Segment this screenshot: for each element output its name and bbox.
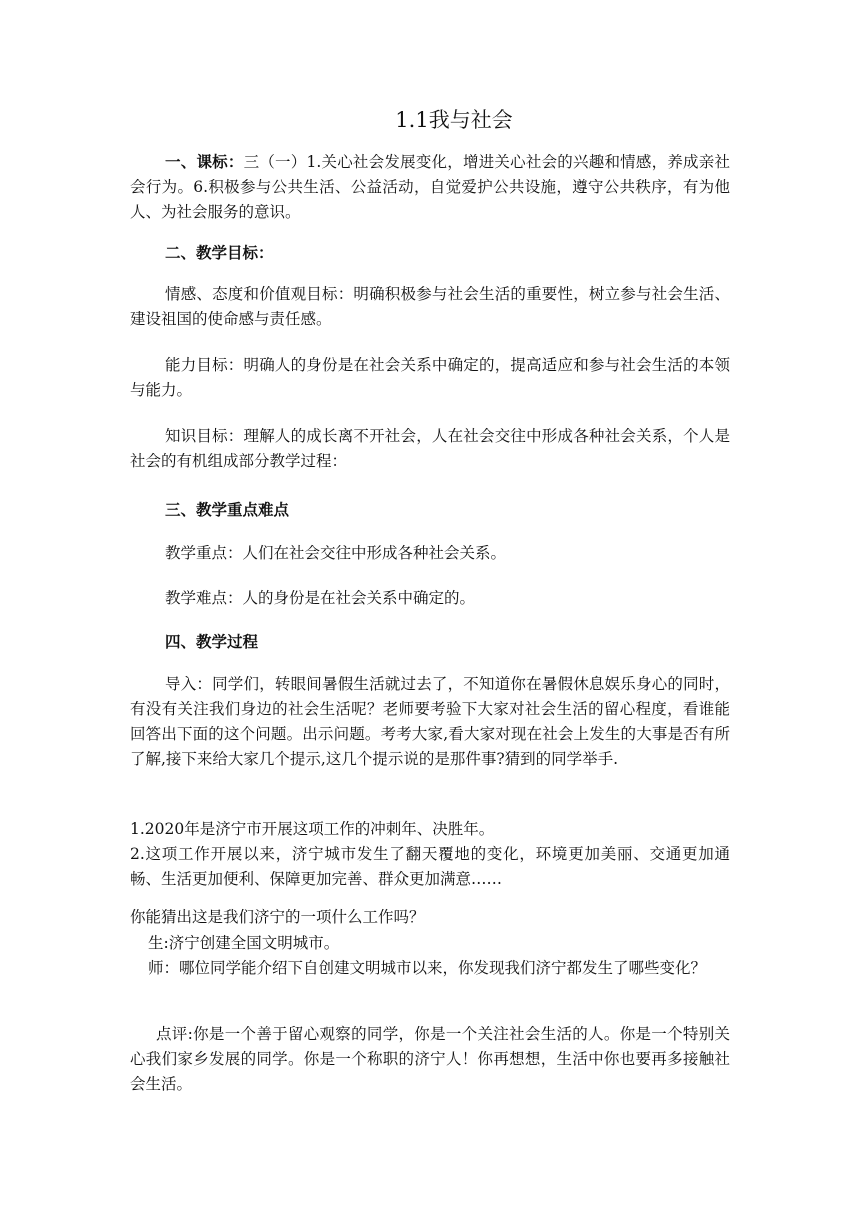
goal-ability: 能力目标：明确人的身份是在社会关系中确定的，提高适应和参与社会生活的本领与能力。 — [130, 356, 730, 399]
key-point: 教学重点：人们在社会交往中形成各种社会关系。 — [165, 544, 507, 562]
key-points-heading: 三、教学重点难点 — [165, 500, 290, 519]
curriculum-heading: 一、课标： — [165, 152, 244, 171]
process-heading: 四、教学过程 — [165, 632, 259, 651]
document-title: 1.1我与社会 — [395, 108, 513, 132]
guess-question: 你能猜出这是我们济宁的一项什么工作吗？ — [130, 908, 425, 926]
curriculum-paragraph — [130, 149, 730, 225]
teacher-comment: 点评:你是一个善于留心观察的同学，你是一个关注社会生活的人。你是一个特别关心我们家乡发展的同学。你是一个称职的济宁人！你再想想，生活中你也要再多接触社会生活。 — [130, 1025, 730, 1093]
intro-paragraph: 导入：同学们，转眼间暑假生活就过去了，不知道你在暑假休息娱乐身心的同时，有没有关注我们身边的社会生活呢？老师要考验下大家对社会生活的留心程度，看谁能回答出下面的这个问题。出示问题。考考大家,看大家对现在社会上发生的大事是否有所了解,接下来给大家几个提示,这几个提示说的是那件事?猜到的同学举手. — [130, 675, 730, 768]
goal-knowledge: 知识目标：理解人的成长离不开社会，人在社会交往中形成各种社会关系，个人是社会的有机组成部分教学过程： — [130, 427, 730, 470]
goals-heading: 二、教学目标： — [165, 243, 274, 262]
hint-1: 1.2020年是济宁市开展这项工作的冲刺年、决胜年。 — [130, 820, 495, 838]
teacher-question: 师：哪位同学能介绍下自创建文明城市以来，你发现我们济宁都发生了哪些变化？ — [148, 959, 707, 977]
curriculum-text: 三（一）1.关心社会发展变化，增进关心社会的兴趣和情感，养成亲社会行为。6.积极参与公共生活、公益活动，自觉爱护公共设施，遵守公共秩序，有为他人、为社会服务的意识。 — [130, 153, 730, 221]
goal-emotion: 情感、态度和价值观目标：明确积极参与社会生活的重要性，树立参与社会生活、建设祖国的使命感与责任感。 — [130, 285, 730, 328]
hint-2: 2.这项工作开展以来，济宁城市发生了翻天覆地的变化，环境更加美丽、交通更加通畅、生活更加便利、保障更加完善、群众更加满意…… — [130, 845, 730, 888]
student-answer: 生:济宁创建全国文明城市。 — [148, 934, 340, 952]
difficult-point: 教学难点：人的身份是在社会关系中确定的。 — [165, 589, 476, 607]
